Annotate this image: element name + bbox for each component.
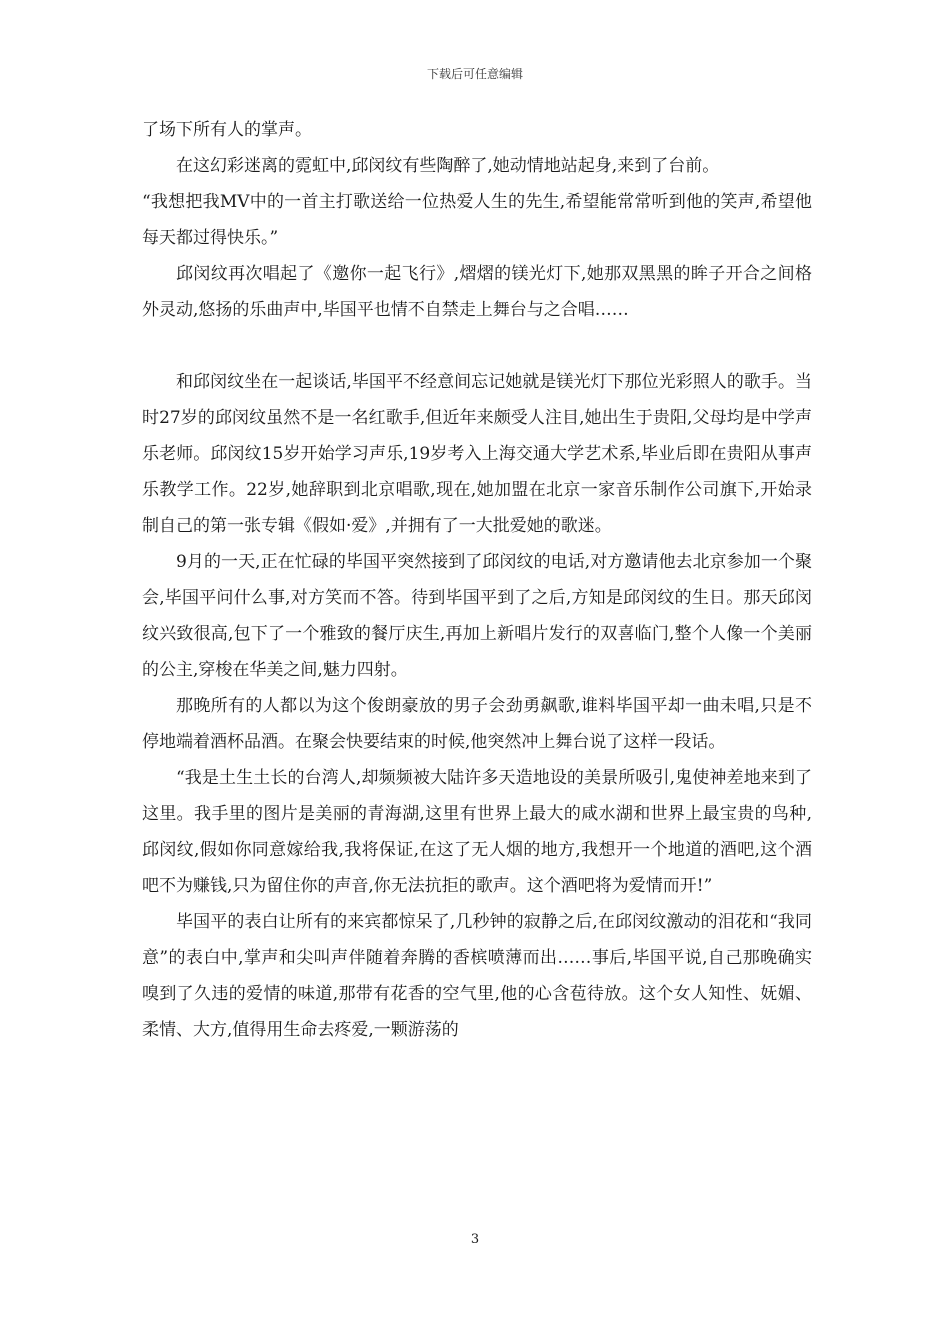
blank-line [142, 328, 812, 364]
page-number: 3 [470, 1232, 480, 1247]
paragraph: “我想把我MV中的一首主打歌送给一位热爱人生的先生,希望能常常听到他的笑声,希望他每天都过得快乐。” [142, 192, 812, 248]
page-header: 下载后可任意编辑 [426, 67, 523, 81]
paragraph: 了场下所有人的掌声。 [142, 120, 312, 140]
paragraph: 和邱闵纹坐在一起谈话,毕国平不经意间忘记她就是镁光灯下那位光彩照人的歌手。当时27岁的邱闵纹虽然不是一名红歌手,但近年来颇受人注目,她出生于贵阳,父母均是中学声乐老师。邱闵纹15岁开始学习声乐,19岁考入上海交通大学艺术系,毕业后即在贵阳从事声乐教学工作。22岁,她辞职到北京唱歌,现在,她加盟在北京一家音乐制作公司旗下,开始录制自己的第一张专辑《假如·爱》,并拥有了一大批爱她的歌迷。 [142, 372, 812, 536]
paragraph: 毕国平的表白让所有的来宾都惊呆了,几秒钟的寂静之后,在邱闵纹激动的泪花和“我同意”的表白中,掌声和尖叫声伴随着奔腾的香槟喷薄而出……事后,毕国平说,自己那晚确实嗅到了久违的爱情的味道,那带有花香的空气里,他的心含苞待放。这个女人知性、妩媚、柔情、大方,值得用生命去疼爱,一颗游荡的 [142, 912, 812, 1040]
paragraph: 9月的一天,正在忙碌的毕国平突然接到了邱闵纹的电话,对方邀请他去北京参加一个聚会,毕国平问什么事,对方笑而不答。待到毕国平到了之后,方知是邱闵纹的生日。那天邱闵纹兴致很高,包下了一个雅致的餐厅庆生,再加上新唱片发行的双喜临门,整个人像一个美丽的公主,穿梭在华美之间,魅力四射。 [142, 552, 812, 680]
paragraph: 在这幻彩迷离的霓虹中,邱闵纹有些陶醉了,她动情地站起身,来到了台前。 [176, 156, 720, 176]
paragraph: “我是土生土长的台湾人,却频频被大陆许多天造地设的美景所吸引,鬼使神差地来到了这里。我手里的图片是美丽的青海湖,这里有世界上最大的咸水湖和世界上最宝贵的鸟种,邱闵纹,假如你同意嫁给我,我将保证,在这了无人烟的地方,我想开一个地道的酒吧,这个酒吧不为赚钱,只为留住你的声音,你无法抗拒的歌声。这个酒吧将为爱情而开!” [142, 768, 812, 896]
paragraph: 邱闵纹再次唱起了《邀你一起飞行》,熠熠的镁光灯下,她那双黑黑的眸子开合之间格外灵动,悠扬的乐曲声中,毕国平也情不自禁走上舞台与之合唱…… [142, 264, 812, 320]
paragraph: 那晚所有的人都以为这个俊朗豪放的男子会劲勇飙歌,谁料毕国平却一曲未唱,只是不停地端着酒杯品酒。在聚会快要结束的时候,他突然冲上舞台说了这样一段话。 [142, 696, 812, 752]
document-body [142, 112, 812, 1048]
